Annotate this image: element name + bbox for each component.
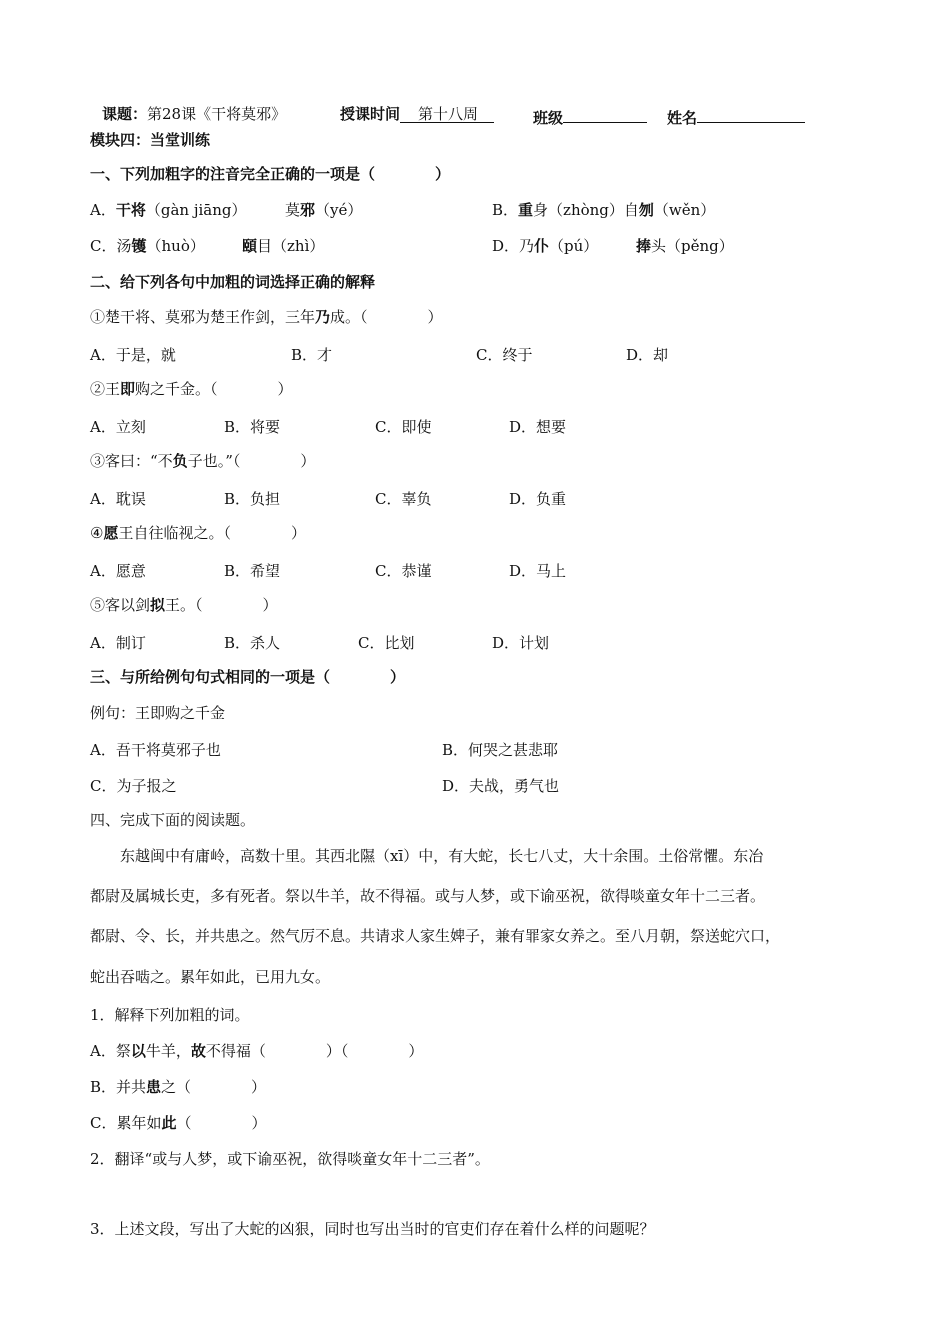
time-value: 第十八周 [400, 104, 494, 123]
q2-s1-opt-a: A．于是，就 [90, 346, 176, 364]
q2-s3-opt-a: A．耽误 [90, 490, 146, 508]
module-title: 模块四：当堂训练 [90, 131, 211, 149]
q2-s5-post: 王。（ ） [165, 596, 278, 614]
q1-c-pinyin: （huò） [146, 237, 205, 255]
q2-s3-post: 子也。”（ ） [187, 452, 316, 470]
q1-option-a2 [285, 200, 362, 220]
topic-value: 第28课《干将莫邪》 [147, 105, 287, 123]
q2-title: 二、给下列各句中加粗的词选择正确的解释 [90, 273, 376, 291]
q2-s4-pre: ④ [90, 524, 104, 542]
time-label: 授课时间 [340, 105, 401, 123]
q2-s2-opt-b: B．将要 [224, 418, 281, 436]
q4-sub1c-bold: 此 [161, 1114, 177, 1132]
q4-sub1: 1．解释下列加粗的词。 [90, 1006, 250, 1024]
q2-s5-pre: ⑤客以剑 [90, 596, 151, 614]
q4-sub1b-post: 之（ ） [161, 1078, 267, 1096]
q2-s2-opt-d: D．想要 [509, 418, 567, 436]
q2-s4-post: 王自往临视之。（ ） [118, 524, 306, 542]
q1-option-b [492, 200, 715, 220]
q2-s5-opt-c: C．比划 [358, 634, 415, 652]
q2-sentence-5 [90, 595, 278, 615]
q1-title: 一、下列加粗字的注音完全正确的一项是（ ） [90, 165, 451, 183]
name-field [667, 104, 805, 128]
q2-sentence-1 [90, 307, 443, 327]
q1-c2-bold: 頤 [242, 237, 258, 255]
q3-opt-b: B．何哭之甚悲耶 [442, 741, 559, 759]
q2-s1-opt-b: B．才 [291, 346, 333, 364]
q1-option-a [90, 200, 247, 220]
q2-s1-post: 成。（ ） [330, 308, 443, 326]
q2-s3-opt-d: D．负重 [509, 490, 567, 508]
q4-sub1b-bold: 患 [146, 1078, 162, 1096]
q3-opt-d: D．夫战，勇气也 [442, 777, 560, 795]
q4-sub3: 3．上述文段，写出了大蛇的凶狠，同时也写出当时的官吏们存在着什么样的问题呢？ [90, 1220, 655, 1238]
q4-sub1a-pre: A．祭 [90, 1042, 131, 1060]
q4-sub1-a [90, 1041, 423, 1061]
q1-b-label: B． [492, 201, 519, 219]
q2-s5-opt-b: B．杀人 [224, 634, 281, 652]
q1-option-c2 [242, 236, 324, 256]
q4-sub1a-bold1: 以 [130, 1042, 146, 1060]
q4-sub1a-mid: 牛羊， [145, 1042, 191, 1060]
q2-s2-opt-a: A．立刻 [90, 418, 146, 436]
q2-sentence-3 [90, 451, 315, 471]
q2-s2-post: 购之千金。（ ） [135, 380, 293, 398]
q4-sub1a-bold2: 故 [190, 1042, 206, 1060]
q2-s1-pre: ①楚干将、莫邪为楚王作剑，三年 [90, 308, 316, 326]
q2-s5-bold: 拟 [150, 596, 166, 614]
q1-d-pinyin: （pú） [549, 237, 599, 255]
q1-b-text: 身（zhòng）自 [533, 201, 639, 219]
q1-d-bold: 仆 [534, 237, 550, 255]
q1-a2-pinyin: （yé） [315, 201, 363, 219]
q2-s1-bold: 乃 [315, 308, 331, 326]
q2-s3-pre: ③客曰：“不 [90, 452, 173, 470]
q4-title: 四、完成下面的阅读题。 [90, 811, 256, 829]
topic-label: 课题： [102, 105, 148, 123]
q1-b-pinyin: （wěn） [653, 201, 716, 219]
q2-s4-opt-b: B．希望 [224, 562, 281, 580]
q4-passage-line-2: 都尉及属城长吏，多有死者。祭以牛羊，故不得福。或与人梦，或下谕巫祝，欲得啖童女年十二三者。 [90, 887, 766, 905]
q4-sub1c-post: （ ） [176, 1114, 267, 1132]
q4-passage-line-3: 都尉、令、长，并共患之。然气厉不息。共请求人家生婢子，兼有罪家女养之。至八月朝，祭送蛇穴口， [90, 927, 781, 945]
q1-a-label: A． [90, 201, 116, 219]
q2-s3-opt-c: C．辜负 [375, 490, 432, 508]
q1-option-d2 [636, 236, 734, 256]
q2-s1-opt-d: D．却 [626, 346, 669, 364]
q3-example: 例句：王即购之千金 [90, 704, 226, 722]
q2-s3-bold: 负 [172, 452, 188, 470]
name-blank [697, 104, 805, 123]
name-label: 姓名 [667, 109, 698, 127]
q1-c-label: C．汤 [90, 237, 132, 255]
q1-d-label: D．乃 [492, 237, 535, 255]
q2-s4-opt-a: A．愿意 [90, 562, 146, 580]
q2-sentence-2 [90, 379, 293, 399]
q4-sub1b-pre: B．并共 [90, 1078, 147, 1096]
q1-b-bold: 重 [518, 201, 534, 219]
q4-passage-line-4: 蛇出吞啮之。累年如此，已用九女。 [90, 968, 331, 986]
q2-s2-bold: 即 [120, 380, 136, 398]
class-blank [563, 104, 647, 123]
q4-sub1a-post: 不得福（ ）（ ） [205, 1042, 424, 1060]
q2-s5-opt-d: D．计划 [492, 634, 550, 652]
q1-d2-text: 头（pěng） [651, 237, 734, 255]
q2-s2-pre: ②王 [90, 380, 121, 398]
q1-b-bold2: 刎 [638, 201, 654, 219]
q1-a2-text: 莫 [285, 201, 301, 219]
q4-sub1c-pre: C．累年如 [90, 1114, 162, 1132]
q4-sub1-c [90, 1113, 267, 1133]
q1-option-c [90, 236, 205, 256]
q3-opt-a: A．吾干将莫邪子也 [90, 741, 221, 759]
class-label: 班级 [533, 109, 564, 127]
q3-opt-c: C．为子报之 [90, 777, 177, 795]
q1-a-pinyin: （gàn jiāng） [145, 201, 247, 219]
class-field [533, 104, 647, 128]
q1-a2-bold: 邪 [300, 201, 316, 219]
q2-s3-opt-b: B．负担 [224, 490, 281, 508]
q2-s1-opt-c: C．终于 [476, 346, 533, 364]
q2-s2-opt-c: C．即使 [375, 418, 432, 436]
q2-s5-opt-a: A．制订 [90, 634, 146, 652]
time-field [340, 104, 494, 124]
q4-sub1-b [90, 1077, 266, 1097]
q2-s4-bold: 愿 [103, 524, 119, 542]
header-row [102, 104, 286, 124]
q4-passage-line-1: 东越闽中有庸岭，高数十里。其西北隰（xī）中，有大蛇，长七八丈，大十余围。土俗常懼。东冶 [90, 847, 764, 865]
q4-sub2: 2．翻译“或与人梦，或下谕巫祝，欲得啖童女年十二三者”。 [90, 1150, 490, 1168]
q3-title: 三、与所给例句句式相同的一项是（ ） [90, 668, 406, 686]
q2-sentence-4 [90, 523, 306, 543]
q1-a-bold: 干将 [115, 201, 146, 219]
q1-d2-bold: 捧 [636, 237, 652, 255]
q2-s4-opt-d: D．马上 [509, 562, 567, 580]
q1-c2-text: 目（zhì） [257, 237, 325, 255]
q1-c-bold: 镬 [131, 237, 147, 255]
q1-option-d [492, 236, 598, 256]
q2-s4-opt-c: C．恭谨 [375, 562, 432, 580]
